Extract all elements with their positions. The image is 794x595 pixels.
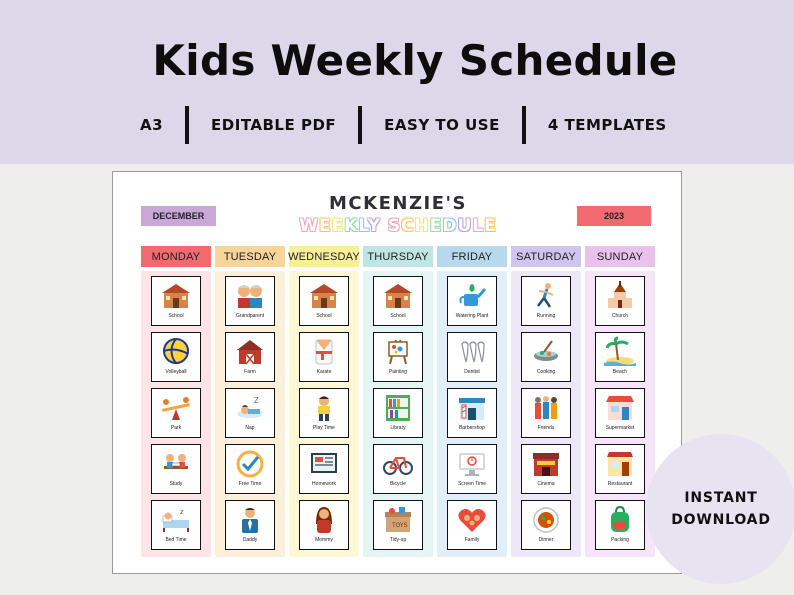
activity-list [141, 271, 211, 557]
day-header: THURSDAY [363, 246, 433, 267]
svg-text:z: z [180, 509, 184, 516]
activity-card [225, 332, 275, 382]
father-icon [233, 503, 267, 535]
activity-label: Tidy-up [389, 537, 407, 543]
activity-label: Homework [312, 481, 336, 487]
header-banner [0, 0, 794, 164]
day-column-sunday [585, 246, 655, 557]
karate-icon [307, 335, 341, 367]
activity-label: Karate [316, 369, 332, 375]
week-grid [141, 246, 655, 557]
product-title: Kids Weekly Schedule [152, 36, 678, 85]
subtitle-letter: S [387, 216, 402, 236]
subtitle-letter: Y [367, 216, 381, 236]
activity-card [447, 332, 497, 382]
school-icon [159, 279, 193, 311]
activity-card [595, 276, 645, 326]
cooking-icon [529, 335, 563, 367]
subtitle-letter: E [318, 216, 332, 236]
church-icon [603, 279, 637, 311]
activity-label: Packing [611, 537, 629, 543]
activity-card [151, 332, 201, 382]
feature-size: A3 [140, 116, 164, 134]
friends-icon [529, 391, 563, 423]
divider [358, 106, 362, 144]
activity-card [225, 444, 275, 494]
day-header: TUESDAY [215, 246, 285, 267]
svg-text:Z: Z [254, 396, 259, 405]
schedule-owner: MCKENZIE'S [329, 193, 467, 214]
activity-card [595, 332, 645, 382]
teeth-icon [455, 335, 489, 367]
subtitle-letter: U [457, 216, 473, 236]
subtitle-letter: D [442, 216, 458, 236]
activity-list [437, 271, 507, 557]
subtitle-letter: E [484, 216, 497, 236]
feature-ease: EASY TO USE [384, 116, 500, 134]
subtitle-letter: W [299, 216, 319, 236]
activity-label: Church [611, 313, 629, 319]
activity-card [225, 276, 275, 326]
svg-text:TOYS: TOYS [392, 522, 408, 529]
activity-label: Watering Plant [455, 313, 489, 319]
homework-icon [307, 447, 341, 479]
day-column-thursday [363, 246, 433, 557]
activity-label: Study [169, 481, 183, 487]
instant-download-badge [646, 434, 794, 584]
activity-card [299, 332, 349, 382]
badge-line-2: DOWNLOAD [671, 512, 771, 528]
activity-label: Barbershop [459, 425, 485, 431]
toy-box-icon [381, 503, 415, 535]
day-column-friday [437, 246, 507, 557]
activity-card [521, 276, 571, 326]
boy-icon [307, 391, 341, 423]
activity-card [299, 276, 349, 326]
activity-label: Screen Time [457, 481, 487, 487]
activity-card [447, 444, 497, 494]
activity-card [521, 388, 571, 438]
day-header: FRIDAY [437, 246, 507, 267]
activity-label: Supermarket [605, 425, 635, 431]
day-header: WEDNESDAY [289, 246, 359, 267]
activity-label: Painting [388, 369, 408, 375]
grandparents-icon [233, 279, 267, 311]
activity-card [299, 388, 349, 438]
activity-list [511, 271, 581, 557]
activity-card [447, 388, 497, 438]
school-icon [307, 279, 341, 311]
subtitle-letter: K [344, 216, 359, 236]
activity-card [151, 388, 201, 438]
activity-label: Mommy [315, 537, 333, 543]
activity-label: Play Time [313, 425, 335, 431]
family-heart-icon [455, 503, 489, 535]
bookshelf-icon [381, 391, 415, 423]
activity-list [289, 271, 359, 557]
barbershop-icon [455, 391, 489, 423]
activity-list [215, 271, 285, 557]
activity-label: Family [464, 537, 480, 543]
activity-label: Grandparent [235, 313, 265, 319]
activity-label: School [316, 313, 332, 319]
day-header: SUNDAY [585, 246, 655, 267]
backpack-icon [603, 503, 637, 535]
activity-list [585, 271, 655, 557]
activity-card [521, 332, 571, 382]
activity-card [595, 500, 645, 550]
activity-card [521, 500, 571, 550]
activity-card [447, 500, 497, 550]
activity-label: Nap [245, 425, 255, 431]
watering-can-icon [455, 279, 489, 311]
day-column-tuesday [215, 246, 285, 557]
bed-icon [159, 503, 193, 535]
day-column-monday [141, 246, 211, 557]
restaurant-icon [603, 447, 637, 479]
activity-card [151, 276, 201, 326]
activity-list [363, 271, 433, 557]
subtitle-letter: C [401, 216, 415, 236]
easel-icon [381, 335, 415, 367]
feature-templates: 4 TEMPLATES [547, 116, 667, 134]
divider [522, 106, 526, 144]
activity-label: Daddy [242, 537, 258, 543]
activity-card [373, 500, 423, 550]
study-icon [159, 447, 193, 479]
activity-label: Dinner [538, 537, 554, 543]
activity-label: Cinema [537, 481, 555, 487]
divider [185, 106, 189, 144]
activity-label: School [168, 313, 184, 319]
activity-card [151, 500, 201, 550]
activity-label: Running [536, 313, 556, 319]
seesaw-icon [159, 391, 193, 423]
activity-card [595, 388, 645, 438]
activity-label: School [390, 313, 406, 319]
day-header: SATURDAY [511, 246, 581, 267]
nap-icon [233, 391, 267, 423]
activity-card [299, 500, 349, 550]
activity-label: Beach [612, 369, 628, 375]
schedule-sheet [112, 171, 682, 574]
activity-card [373, 388, 423, 438]
activity-card [225, 500, 275, 550]
activity-card [299, 444, 349, 494]
feature-list [140, 106, 667, 144]
day-column-wednesday [289, 246, 359, 557]
mother-icon [307, 503, 341, 535]
activity-card [151, 444, 201, 494]
supermarket-icon [603, 391, 637, 423]
activity-label: Dentist [464, 369, 480, 375]
runner-icon [529, 279, 563, 311]
day-header: MONDAY [141, 246, 211, 267]
feature-format: EDITABLE PDF [211, 116, 337, 134]
activity-card [373, 444, 423, 494]
activity-label: Restaurant [607, 481, 633, 487]
activity-card [521, 444, 571, 494]
activity-label: Volleyball [165, 369, 187, 375]
activity-label: Free Time [238, 481, 262, 487]
dinner-plate-icon [529, 503, 563, 535]
school-icon [381, 279, 415, 311]
subtitle-letter: L [472, 216, 485, 236]
cinema-icon [529, 447, 563, 479]
subtitle-letter: E [429, 216, 443, 236]
day-column-saturday [511, 246, 581, 557]
activity-label: Bicycle [390, 481, 406, 487]
activity-label: Cooking [536, 369, 556, 375]
activity-label: Park [170, 425, 182, 431]
clock-check-icon [233, 447, 267, 479]
activity-card [373, 332, 423, 382]
activity-label: Farm [244, 369, 256, 375]
barn-icon [233, 335, 267, 367]
subtitle-letter: E [331, 216, 345, 236]
bicycle-icon [381, 447, 415, 479]
activity-label: Friends [537, 425, 555, 431]
subtitle-letter: L [358, 216, 368, 236]
subtitle-letter: H [414, 216, 430, 236]
activity-label: Bed Time [165, 537, 187, 543]
monitor-icon [455, 447, 489, 479]
activity-card [595, 444, 645, 494]
activity-card [447, 276, 497, 326]
year-badge: 2023 [577, 206, 651, 226]
activity-card [373, 276, 423, 326]
beach-icon [603, 335, 637, 367]
subtitle-letter [381, 216, 388, 236]
volleyball-icon [159, 335, 193, 367]
month-badge: DECEMBER [141, 206, 216, 226]
activity-card [225, 388, 275, 438]
badge-line-1: INSTANT [684, 490, 758, 506]
activity-label: Library [390, 425, 406, 431]
